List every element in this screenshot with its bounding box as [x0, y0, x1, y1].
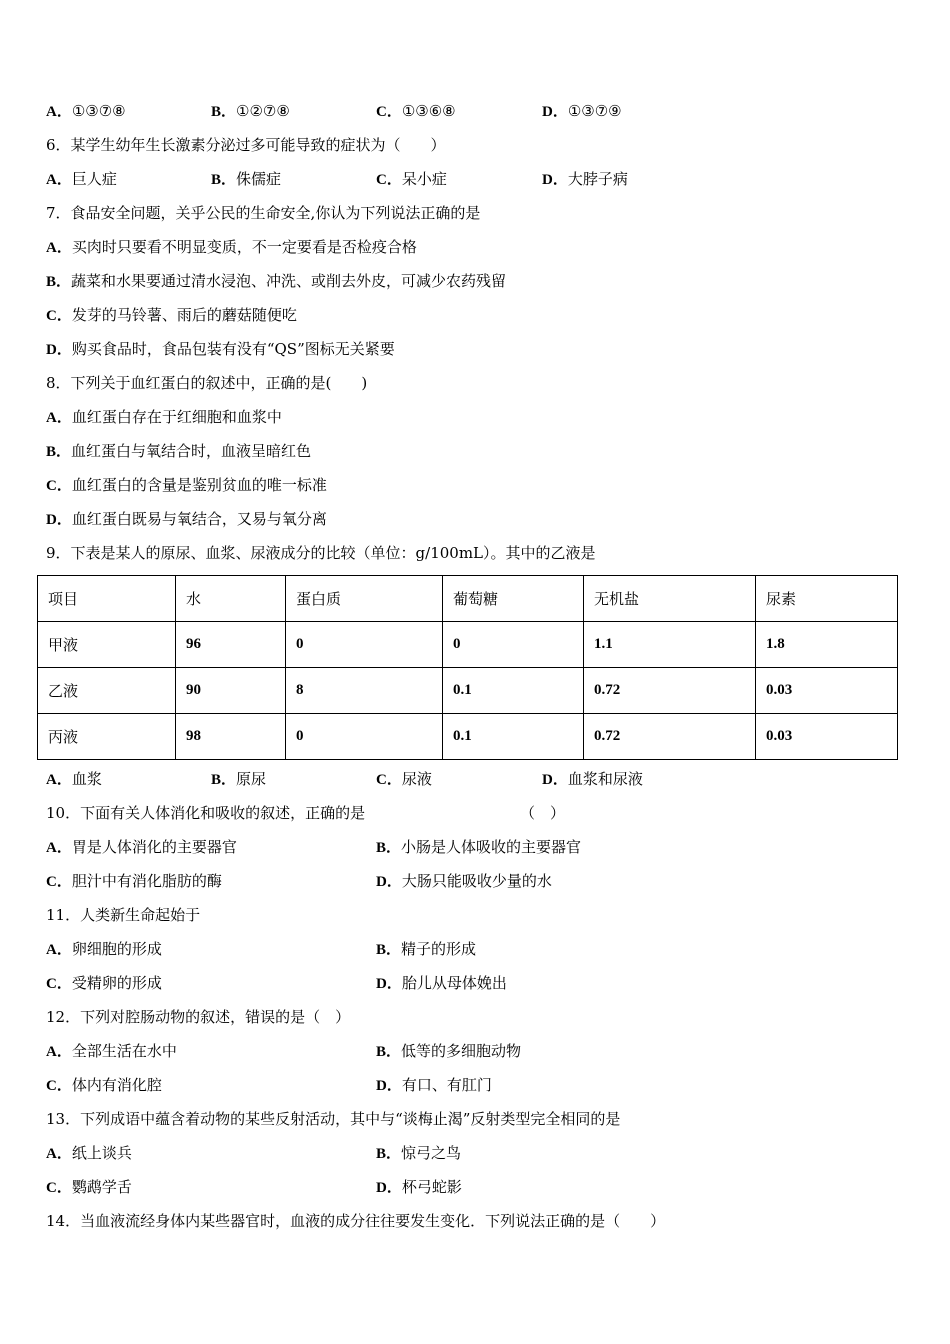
question-7-stem: 7．食品安全问题，关乎公民的生命安全,你认为下列说法正确的是 [46, 204, 481, 222]
option-d: D．杯弓蛇影 [376, 1178, 462, 1196]
option-a: A．血浆 [46, 770, 102, 788]
question-13-stem: 13．下列成语中蕴含着动物的某些反射活动，其中与“谈梅止渴”反射类型完全相同的是 [46, 1110, 621, 1128]
table-header-row [38, 576, 898, 622]
question-14-stem: 14．当血液流经身体内某些器官时，血液的成分往往要发生变化．下列说法正确的是（ ） [46, 1212, 666, 1230]
table-header-cell: 蛋白质 [286, 576, 443, 622]
option-a: A．卵细胞的形成 [46, 940, 162, 958]
table-cell: 0 [443, 622, 584, 668]
option-c: C．胆汁中有消化脂肪的酶 [46, 872, 222, 890]
table-cell: 1.8 [756, 622, 898, 668]
composition-table [37, 575, 898, 760]
table-cell: 0.1 [443, 668, 584, 714]
table-cell: 乙液 [38, 668, 176, 714]
option-a: A．血红蛋白存在于红细胞和血浆中 [46, 408, 282, 426]
option-b: B．小肠是人体吸收的主要器官 [376, 838, 582, 856]
answer-paren: （ ） [520, 804, 566, 822]
table-row [38, 622, 898, 668]
table-row [38, 668, 898, 714]
option-a: A．纸上谈兵 [46, 1144, 132, 1162]
option-a: A．买肉时只要看不明显变质，不一定要看是否检疫合格 [46, 238, 417, 256]
table-cell: 96 [176, 622, 286, 668]
table-cell: 98 [176, 714, 286, 760]
option-d: D．胎儿从母体娩出 [376, 974, 507, 992]
option-c: C．鹦鹉学舌 [46, 1178, 132, 1196]
option-d: D．购买食品时，食品包装有没有“QS”图标无关紧要 [46, 340, 395, 358]
table-cell: 0.1 [443, 714, 584, 760]
table-cell: 1.1 [584, 622, 756, 668]
table-cell: 0.03 [756, 668, 898, 714]
option-d: D．①③⑦⑨ [542, 102, 622, 120]
option-c: C．血红蛋白的含量是鉴别贫血的唯一标准 [46, 476, 327, 494]
table-cell: 0.03 [756, 714, 898, 760]
option-b: B．精子的形成 [376, 940, 477, 958]
option-d: D．血浆和尿液 [542, 770, 643, 788]
option-c: C．发芽的马铃薯、雨后的蘑菇随便吃 [46, 306, 297, 324]
option-d: D．大脖子病 [542, 170, 628, 188]
option-d: D．大肠只能吸收少量的水 [376, 872, 552, 890]
option-c: C．受精卵的形成 [46, 974, 162, 992]
table-header-cell: 葡萄糖 [443, 576, 584, 622]
question-9-stem: 9．下表是某人的原尿、血浆、尿液成分的比较（单位：g/100mL）。其中的乙液是 [46, 544, 596, 562]
question-11-stem: 11．人类新生命起始于 [46, 906, 201, 924]
option-b: B．蔬菜和水果要通过清水浸泡、冲洗、或削去外皮，可减少农药残留 [46, 272, 507, 290]
option-d: D．血红蛋白既易与氧结合，又易与氧分离 [46, 510, 327, 528]
option-a: A．巨人症 [46, 170, 117, 188]
table-header-cell: 尿素 [756, 576, 898, 622]
question-6-stem: 6．某学生幼年生长激素分泌过多可能导致的症状为（ ） [46, 136, 446, 154]
table-cell: 丙液 [38, 714, 176, 760]
option-a: A．胃是人体消化的主要器官 [46, 838, 237, 856]
table-cell: 8 [286, 668, 443, 714]
option-b: B．原尿 [211, 770, 267, 788]
option-a: A．①③⑦⑧ [46, 102, 126, 120]
option-b: B．惊弓之鸟 [376, 1144, 462, 1162]
option-c: C．尿液 [376, 770, 432, 788]
option-b: B．侏儒症 [211, 170, 282, 188]
question-8-stem: 8．下列关于血红蛋白的叙述中，正确的是( ) [46, 374, 368, 392]
table-header-cell: 项目 [38, 576, 176, 622]
table-cell: 0 [286, 622, 443, 668]
table-cell: 0.72 [584, 668, 756, 714]
table-cell: 甲液 [38, 622, 176, 668]
option-b: B．血红蛋白与氧结合时，血液呈暗红色 [46, 442, 312, 460]
table-header-cell: 无机盐 [584, 576, 756, 622]
option-b: B．①②⑦⑧ [211, 102, 290, 120]
table-header-cell: 水 [176, 576, 286, 622]
option-c: C．体内有消化腔 [46, 1076, 162, 1094]
table-row [38, 714, 898, 760]
question-10-stem: 10．下面有关人体消化和吸收的叙述，正确的是 [46, 804, 366, 822]
table-cell: 90 [176, 668, 286, 714]
option-a: A．全部生活在水中 [46, 1042, 177, 1060]
option-c: C．呆小症 [376, 170, 447, 188]
option-b: B．低等的多细胞动物 [376, 1042, 522, 1060]
option-c: C．①③⑥⑧ [376, 102, 456, 120]
table-cell: 0.72 [584, 714, 756, 760]
question-12-stem: 12．下列对腔肠动物的叙述，错误的是（ ） [46, 1008, 351, 1026]
table-cell: 0 [286, 714, 443, 760]
option-d: D．有口、有肛门 [376, 1076, 492, 1094]
